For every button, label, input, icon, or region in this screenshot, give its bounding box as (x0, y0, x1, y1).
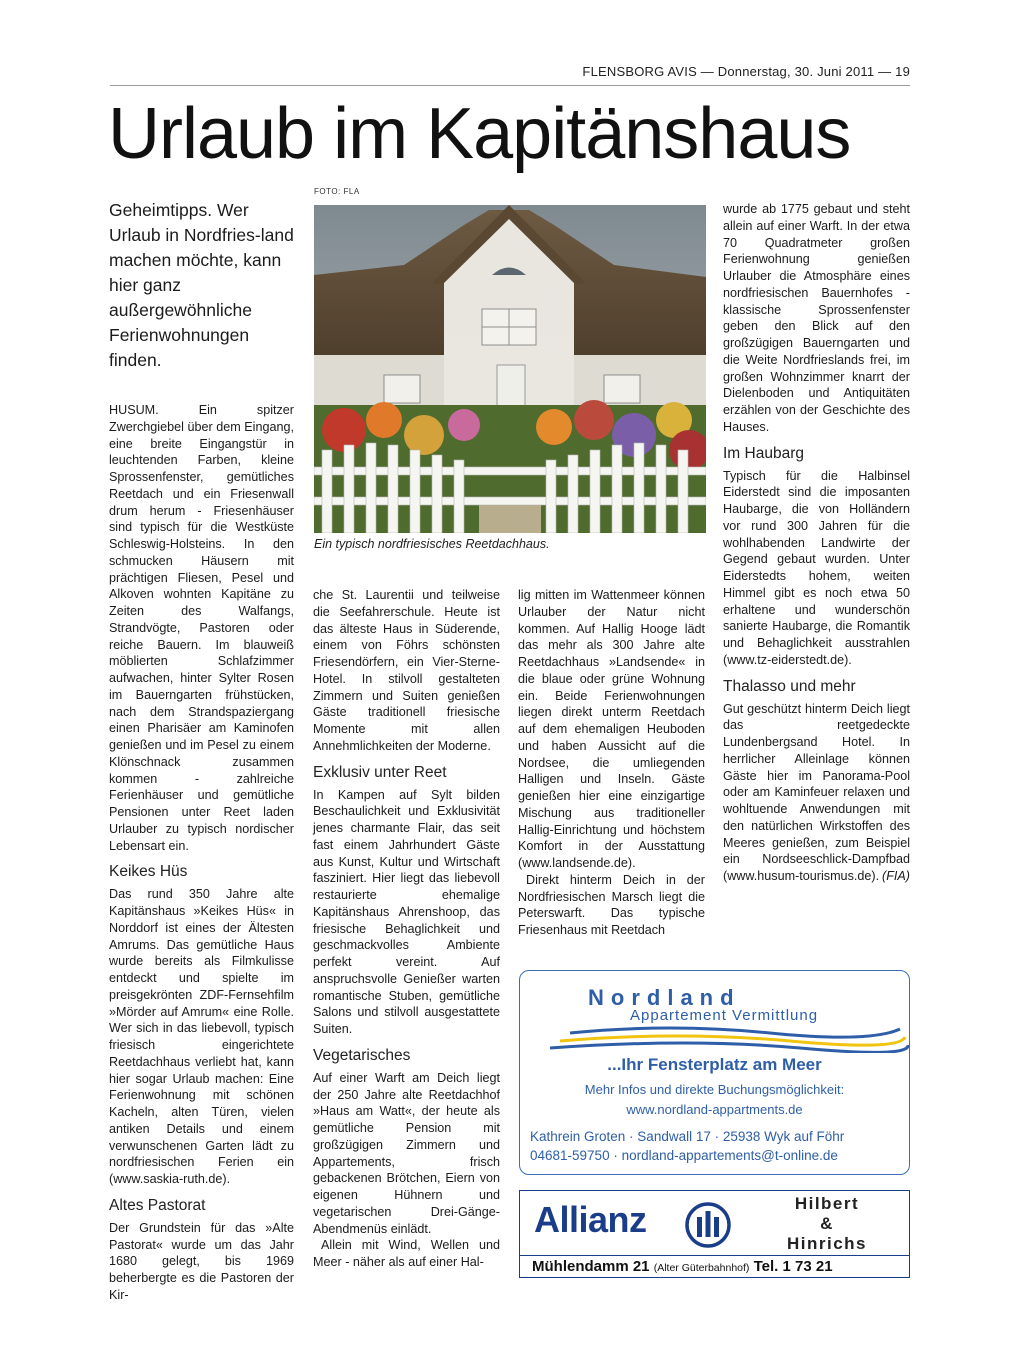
page-header (110, 64, 910, 86)
article-photo (314, 205, 706, 533)
article-paragraph: Allein mit Wind, Wellen und Meer - näher als auf einer Hal- (313, 1238, 500, 1269)
article-paragraph: Auf einer Warft am Deich liegt der 250 Jahre alte Reetdachhof »Haus am Watt«, der heute als gemütliche Pension mit großzügigen Zimmern und Appartements, frisch gebackenen Brötchen, Eiern von eigenen Hühnern und vegetarischen Drei-Gänge-Abendmenüs einlädt. (313, 1070, 500, 1236)
section-heading: Im Haubarg (723, 444, 804, 462)
article-paragraph: che St. Laurentii und teilweise die Seefahrerschule. Heute ist das älteste Haus in Süderende, einem von Föhrs schönsten Friesendörfern, ein Vier-Sterne-Hotel. In stilvoll gestalteten Zimmern und Suiten genießen Gäste traditionell friesische Momente mit allen Annehmlichkeiten der Moderne. (313, 588, 500, 753)
allianz-brand: Allianz (534, 1199, 647, 1240)
partner-name-2: Hinrichs (786, 1234, 868, 1253)
article-paragraph: Typisch für die Halbinsel Eiderstedt sind die imposanten Haubarge, die von Holländern vor rund 300 Jahren für die wohlhabenden Landwirte der Gegend gebaut wurden. Unter Eiderstedts hohem, weiten Himmel gibt es noch etwa 50 erhaltene und wunderschön sanierte Haubarge, die Romantik und Behaglichkeit ausstrahlen (www.tz-eiderstedt.de). (723, 468, 910, 667)
article-paragraph: lig mitten im Wattenmeer können Urlauber der Natur nicht kommen. Auf Hallig Hooge lädt das mehr als 300 Jahre alte Reetdachhaus »Landsende« in die blaue oder grüne Wohnung ein. Beide Ferienwohnungen liegen direkt unterm Reetdach auf dem ehemaligen Heuboden und haben Aussicht auf die Nordsee, die umliegenden Halligen und Inseln. Gäste genießen hier eine einzigartige Mischung aus traditioneller Hallig-Einrichtung und höchstem Komfort in der Ausstattung (www.landsende.de). (518, 588, 705, 870)
nordland-slogan: ...Ihr Fensterplatz am Meer (607, 1055, 822, 1074)
article-paragraph: Das rund 350 Jahre alte Kapitänshaus »Keikes Hüs« in Norddorf ist eines der Ältesten Amrums. Das gemütliche Haus wurde bereits als Filmkulisse entdeckt und spielte im preisgekrönten ZDF-Fernsehfilm »Mörder auf Amrum« eine Rolle. Wer sich in das liebevoll, typisch friesisch eingerichtete Reetdachhaus verliebt hat, kann hier sogar Urlaub machen: Eine Ferienwohnung mit schönen Kacheln, alten Türen, vielen antiken Details und einem verwunschenen Garten lädt zu nordfriesischen Ferien ein (www.saskia-ruth.de). (109, 887, 294, 1186)
nordland-brand: Nordland (588, 985, 741, 1010)
wave-graphic (520, 1023, 910, 1053)
section-heading: Exklusiv unter Reet (313, 763, 447, 781)
author-initials: (FIA) (882, 869, 910, 883)
allianz-phone: Tel. 1 73 21 (753, 1258, 833, 1275)
partner-name-1: Hilbert (794, 1194, 860, 1213)
section-heading: Altes Pastorat (109, 1196, 206, 1214)
allianz-advertisement (519, 1190, 910, 1278)
photo-caption: Ein typisch nordfriesisches Reetdachhaus. (314, 537, 550, 551)
nordland-info (520, 1080, 909, 1120)
article-intro: Geheimtipps. Wer Urlaub in Nordfries-land machen möchte, kann hier ganz außergewöhnliche Ferienwohnungen finden. (109, 200, 294, 370)
article-column-2 (313, 587, 500, 1271)
article-column-3 (518, 587, 705, 939)
nordland-subtitle: Appartement Vermittlung (630, 1007, 819, 1024)
article-paragraph: HUSUM. Ein spitzer Zwerchgiebel über dem Eingang, eine breite Eingangstür in leuchtenden Farben, kleine Sprossenfenster, gemütliches Reetdach und ein Friesenwall drum herum - Friesenhäuser sind typisch für die Westküste Schleswig-Holsteins. In den schmucken Häusern mit prächtigen Fliesen, Pesel und Alkoven wohnten Kapitäne zu Zeiten des Walfangs, Strandvögte, Pastoren oder reiche Bauern. Im blauweiß möblierten Schlafzimmer aufwachen, hinter Sylter Rosen im Bauerngarten frühstücken, nach dem Strandspaziergang einen Pharisäer am Kaminofen genießen und im Pesel zu einem Klönschnack zusammen kommen - zahlreiche Ferienhäuser und gemütliche Pensionen unter Reet laden Urlauber zu typisch nordischer Lebensart ein. (109, 403, 294, 853)
article-column-1 (109, 402, 294, 1304)
nordland-advertisement (519, 970, 910, 1175)
allianz-street: Mühlendamm 21 (532, 1258, 650, 1275)
article-column-4 (723, 201, 910, 885)
article-paragraph: Der Grundstein für das »Alte Pastorat« wurde um das Jahr 1680 gelegt, bis 1969 beherbergte es die Pastoren der Kir- (109, 1220, 294, 1302)
nordland-phone-email[interactable]: 04681-59750 · nordland-appartements@t-online.de (530, 1148, 838, 1163)
allianz-address-bar (520, 1255, 909, 1275)
section-heading: Thalasso und mehr (723, 677, 856, 695)
article-paragraph: Direkt hinterm Deich in der Nordfriesischen Marsch liegt die Peterswarft. Das typische Friesenhaus mit Reetdach (518, 872, 705, 937)
section-heading: Vegetarisches (313, 1046, 411, 1064)
partner-ampersand: & (820, 1214, 834, 1233)
nordland-info-line-1: Mehr Infos und direkte Buchungsmöglichkeit: (584, 1082, 845, 1097)
header-text: FLENSBORG AVIS — Donnerstag, 30. Juni 2011 — 19 (582, 64, 910, 79)
allianz-partners (752, 1194, 902, 1254)
photo-credit: FOTO: FLA (314, 187, 360, 196)
article-paragraph: In Kampen auf Sylt bilden Beschaulichkeit und Exklusivität jenes charmante Flair, das seit fast einem Jahrhundert Gäste aus Kunst, Kultur und Wirtschaft fasziniert. Hier liegt das liebevoll restaurierte ehemalige Kapitänshaus Ahrenshoop, das friesische Behaglichkeit und geschmackvolles Ambiente perfekt vereint. Auf anspruchsvolle Genießer warten romantische Stuben, gemütliche Salons und stilvoll ausgestattete Suiten. (313, 787, 500, 1036)
nordland-address: Kathrein Groten · Sandwall 17 · 25938 Wyk auf Föhr (530, 1129, 845, 1144)
article-paragraph: Gut geschützt hinterm Deich liegt das reetgedeckte Lundenbergsand Hotel. In herrlicher Alleinlage können Gäste hier im Panorama-Pool oder am Kaminfeuer relaxen und wohltuende Anwendungen mit den natürlichen Wirkstoffen des Meeres genießen, zum Beispiel ein Nordseeschlick-Dampfbad (www.husum-tourismus.de). (723, 701, 910, 883)
section-heading: Keikes Hüs (109, 863, 188, 881)
allianz-logo-icon (684, 1201, 732, 1249)
article-paragraph: wurde ab 1775 gebaut und steht allein auf einer Warft. In der etwa 70 Quadratmeter großen Ferienwohnung genießen Urlauber die Atmosphäre eines nordfriesischen Bauernhofes - klassische Sprossenfenster geben den Blick auf den großzügigen Bauerngarten und die Weite Nordfrieslands frei, im großen Wohnzimmer knarrt der Dielenboden und Antiquitäten erzählen von der Geschichte des Hauses. (723, 202, 910, 434)
article-title: Urlaub im Kapitänshaus (108, 94, 851, 174)
nordland-website[interactable]: www.nordland-appartments.de (626, 1102, 803, 1117)
nordland-contact (530, 1127, 844, 1165)
allianz-note: (Alter Güterbahnhof) (653, 1262, 750, 1274)
